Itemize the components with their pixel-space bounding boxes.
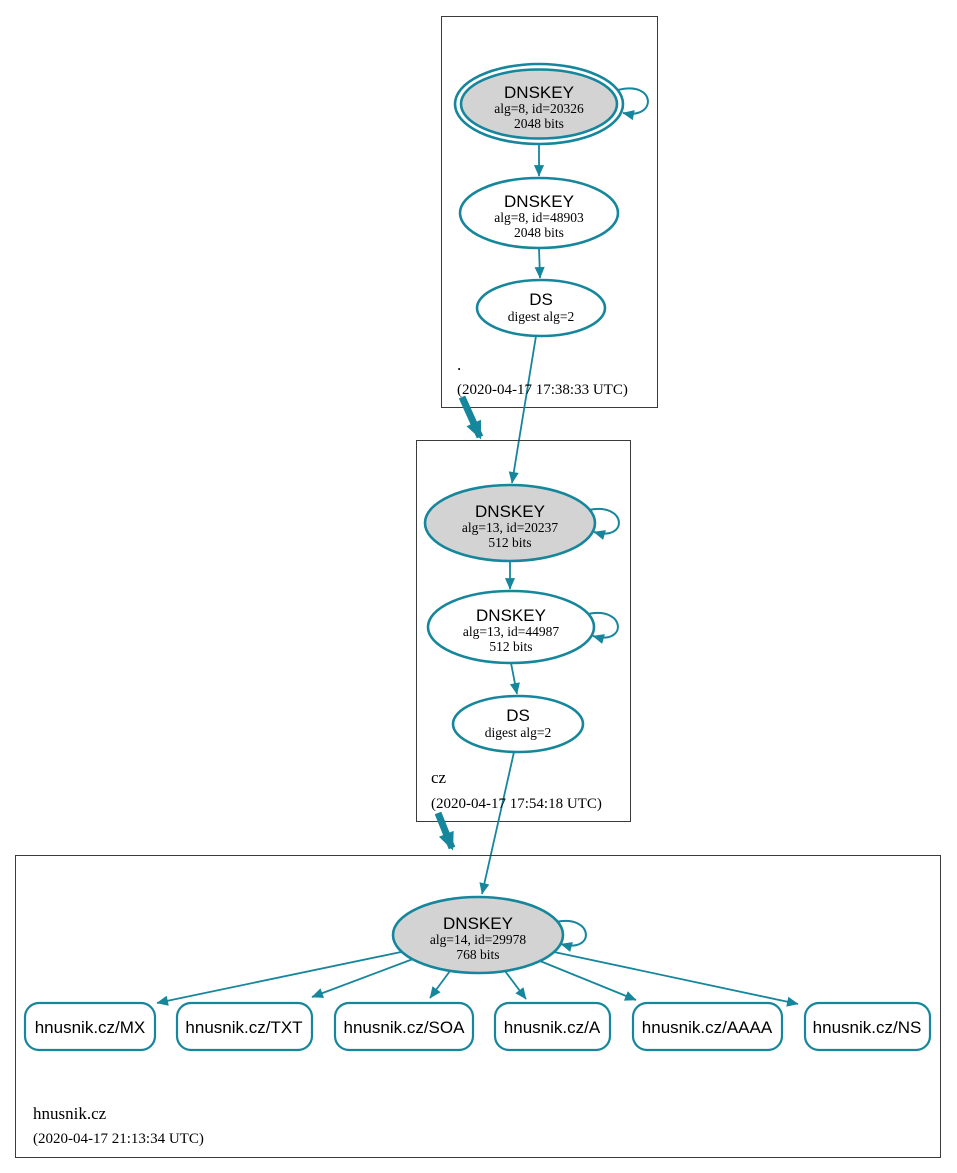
delegation-cz-to-hnusnik: [438, 813, 452, 848]
dnskey-20326-bits: 2048 bits: [514, 116, 564, 131]
ds-root-alg: digest alg=2: [507, 309, 575, 324]
dnskey-20326-title: DNSKEY: [504, 83, 574, 102]
ds-cz-alg: digest alg=2: [484, 725, 552, 740]
dnskey-29978-node[interactable]: [393, 897, 563, 973]
delegation-root-to-cz: [462, 397, 480, 437]
edge-29978-to-txt: [312, 959, 413, 997]
dnskey-20326-node[interactable]: [455, 64, 623, 144]
zone-label-cz: cz: [431, 768, 447, 787]
dnskey-20326-alg: alg=8, id=20326: [494, 101, 584, 116]
rrset-hnusnik-soa[interactable]: [335, 1003, 473, 1050]
ds-cz-node[interactable]: [453, 696, 583, 752]
dnskey-44987-title: DNSKEY: [476, 606, 546, 625]
dnskey-29978-bits: 768 bits: [456, 947, 500, 962]
dnskey-48903-alg: alg=8, id=48903: [494, 210, 584, 225]
zone-hnusnik: [16, 856, 941, 1158]
zone-label-root: .: [457, 355, 462, 374]
rrset-txt-label: hnusnik.cz/TXT: [185, 1018, 303, 1037]
rrset-hnusnik-aaaa[interactable]: [633, 1003, 782, 1050]
ds-cz-title: DS: [506, 706, 530, 725]
zone-timestamp-cz: (2020-04-17 17:54:18 UTC): [431, 796, 602, 812]
dnskey-29978-title: DNSKEY: [443, 914, 513, 933]
rrset-soa-label: hnusnik.cz/SOA: [343, 1018, 465, 1037]
edge-44987-to-ds-cz: [511, 663, 517, 694]
rrset-hnusnik-mx[interactable]: [25, 1003, 155, 1050]
ds-root-title: DS: [529, 290, 553, 309]
edge-dsroot-to-20237: [512, 336, 536, 483]
edge-dscz-to-29978: [482, 752, 514, 894]
edge-48903-to-ds-root: [539, 248, 540, 278]
dnskey-48903-title: DNSKEY: [504, 192, 574, 211]
zone-timestamp-hnusnik: (2020-04-17 21:13:34 UTC): [33, 1131, 204, 1147]
ds-root-node[interactable]: [477, 280, 605, 336]
rrset-a-label: hnusnik.cz/A: [503, 1018, 601, 1037]
zone-label-hnusnik: hnusnik.cz: [33, 1104, 107, 1123]
zone-cz: [417, 441, 631, 895]
dnskey-20237-alg: alg=13, id=20237: [461, 520, 559, 535]
dnskey-20237-bits: 512 bits: [488, 535, 532, 550]
rrset-aaaa-label: hnusnik.cz/AAAA: [641, 1018, 773, 1037]
edge-29978-to-ns: [554, 952, 798, 1004]
zone-timestamp-root: (2020-04-17 17:38:33 UTC): [457, 382, 628, 398]
rrset-hnusnik-txt[interactable]: [177, 1003, 312, 1050]
zone-root: [442, 17, 658, 484]
dnskey-44987-node[interactable]: [428, 591, 594, 663]
dnskey-29978-alg: alg=14, id=29978: [429, 932, 527, 947]
dnskey-20237-title: DNSKEY: [475, 502, 545, 521]
edge-29978-to-soa: [430, 971, 450, 998]
dnskey-44987-alg: alg=13, id=44987: [462, 624, 560, 639]
dnskey-44987-bits: 512 bits: [489, 639, 533, 654]
dnskey-48903-node[interactable]: [460, 178, 618, 248]
rrset-hnusnik-a[interactable]: [495, 1003, 610, 1050]
rrset-mx-label: hnusnik.cz/MX: [34, 1018, 146, 1037]
dnskey-20237-node[interactable]: [425, 485, 595, 561]
rrset-ns-label: hnusnik.cz/NS: [812, 1018, 922, 1037]
rrset-hnusnik-ns[interactable]: [805, 1003, 930, 1050]
dnskey-48903-bits: 2048 bits: [514, 225, 564, 240]
edge-29978-to-a: [505, 971, 526, 999]
